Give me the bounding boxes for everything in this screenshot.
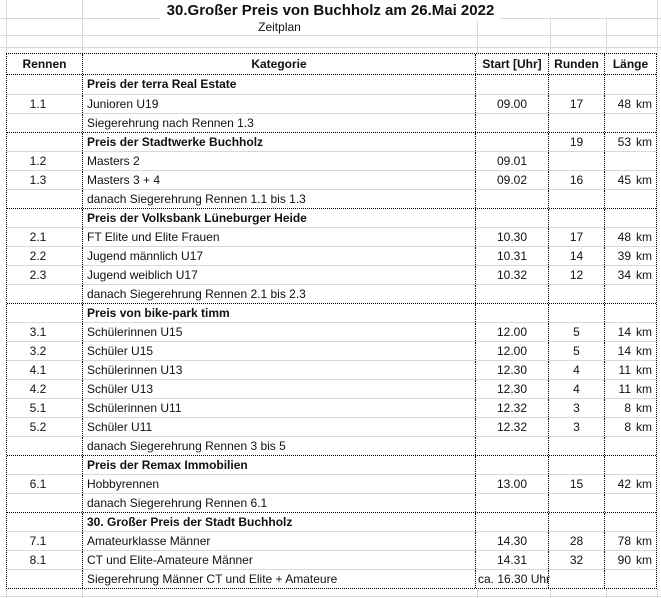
cell-laenge[interactable] bbox=[605, 551, 656, 569]
gridline bbox=[0, 596, 661, 597]
cell-rennen[interactable]: 1.3 bbox=[7, 171, 83, 189]
cell-runden[interactable] bbox=[549, 570, 605, 588]
cell-rennen[interactable] bbox=[7, 513, 83, 531]
cell-start[interactable]: ca. 16.30 Uhr bbox=[478, 572, 551, 586]
cell-start[interactable]: 13.00 bbox=[476, 475, 549, 493]
cell-runden[interactable] bbox=[549, 152, 605, 170]
cell-laenge[interactable] bbox=[605, 266, 656, 284]
cell-start[interactable]: 09.01 bbox=[476, 152, 549, 170]
cell-rennen[interactable] bbox=[7, 304, 83, 322]
cell-runden[interactable]: 15 bbox=[549, 475, 605, 493]
cell-start[interactable]: 14.31 bbox=[476, 551, 549, 569]
table-row bbox=[7, 493, 656, 512]
cell-runden[interactable]: 12 bbox=[549, 266, 605, 284]
cell-laenge[interactable] bbox=[605, 494, 656, 512]
laenge-value: 14 bbox=[617, 325, 631, 339]
table-header-row bbox=[7, 54, 656, 75]
cell-start[interactable]: 12.00 bbox=[476, 323, 549, 341]
table-row bbox=[7, 303, 656, 322]
cell-laenge[interactable] bbox=[605, 513, 656, 531]
cell-start[interactable] bbox=[476, 114, 549, 132]
page-title[interactable] bbox=[0, 1, 661, 21]
table-row bbox=[7, 455, 656, 474]
cell-rennen[interactable]: 5.1 bbox=[7, 399, 83, 417]
cell-runden[interactable]: 5 bbox=[549, 323, 605, 341]
gridline bbox=[82, 589, 83, 598]
laenge-unit: km bbox=[636, 97, 652, 111]
cell-runden[interactable] bbox=[549, 494, 605, 512]
gridline bbox=[550, 589, 551, 598]
cell-laenge[interactable] bbox=[605, 361, 656, 379]
cell-start[interactable]: 10.31 bbox=[476, 247, 549, 265]
cell-laenge[interactable] bbox=[605, 75, 656, 94]
cell-start[interactable]: 12.32 bbox=[476, 418, 549, 436]
laenge-value: 8 bbox=[624, 420, 631, 434]
schedule-table bbox=[6, 53, 657, 589]
laenge-value: 45 bbox=[617, 173, 631, 187]
cell-start[interactable]: 12.00 bbox=[476, 342, 549, 360]
cell-laenge[interactable] bbox=[605, 114, 656, 132]
table-row bbox=[7, 512, 656, 531]
cell-kategorie[interactable]: FT Elite und Elite Frauen bbox=[83, 228, 476, 246]
laenge-value: 8 bbox=[624, 401, 631, 415]
cell-start[interactable] bbox=[476, 209, 549, 227]
table-row bbox=[7, 75, 656, 94]
table-row bbox=[7, 341, 656, 360]
cell-rennen[interactable] bbox=[7, 494, 83, 512]
table-row bbox=[7, 227, 656, 246]
cell-kategorie[interactable]: Jugend weiblich U17 bbox=[83, 266, 476, 284]
cell-kategorie[interactable]: Schülerinnen U11 bbox=[83, 399, 476, 417]
table-row bbox=[7, 94, 656, 113]
cell-kategorie[interactable]: Preis von bike-park timm bbox=[83, 304, 476, 322]
cell-laenge[interactable] bbox=[605, 247, 656, 265]
cell-runden[interactable]: 4 bbox=[549, 361, 605, 379]
laenge-value: 78 bbox=[617, 534, 631, 548]
gridline bbox=[606, 18, 607, 53]
cell-laenge[interactable] bbox=[605, 456, 656, 474]
cell-rennen[interactable]: 1.2 bbox=[7, 152, 83, 170]
cell-rennen[interactable]: 4.2 bbox=[7, 380, 83, 398]
cell-rennen[interactable]: 5.2 bbox=[7, 418, 83, 436]
table-row bbox=[7, 531, 656, 550]
table-row bbox=[7, 550, 656, 569]
cell-runden[interactable]: 3 bbox=[549, 418, 605, 436]
cell-start[interactable]: 09.00 bbox=[476, 95, 549, 113]
cell-runden[interactable] bbox=[549, 437, 605, 455]
cell-rennen[interactable]: 4.1 bbox=[7, 361, 83, 379]
table-row bbox=[7, 151, 656, 170]
laenge-value: 53 bbox=[617, 135, 631, 149]
cell-rennen[interactable] bbox=[7, 209, 83, 227]
cell-start[interactable] bbox=[476, 75, 549, 94]
cell-rennen[interactable] bbox=[7, 75, 83, 94]
cell-rennen[interactable]: 3.2 bbox=[7, 342, 83, 360]
cell-rennen[interactable]: 7.1 bbox=[7, 532, 83, 550]
laenge-unit: km bbox=[636, 477, 652, 491]
gridline bbox=[657, 589, 658, 598]
table-row bbox=[7, 436, 656, 455]
cell-rennen[interactable] bbox=[7, 456, 83, 474]
cell-runden[interactable] bbox=[549, 75, 605, 94]
cell-kategorie[interactable]: Schülerinnen U13 bbox=[83, 361, 476, 379]
laenge-value: 42 bbox=[617, 477, 631, 491]
gridline bbox=[0, 35, 661, 36]
cell-rennen[interactable] bbox=[7, 190, 83, 208]
cell-kategorie[interactable]: Preis der Stadtwerke Buchholz bbox=[83, 133, 476, 151]
cell-runden[interactable]: 19 bbox=[549, 133, 605, 151]
cell-laenge[interactable] bbox=[605, 342, 656, 360]
cell-start[interactable] bbox=[476, 513, 549, 531]
table-body bbox=[7, 75, 656, 588]
gridline bbox=[606, 589, 607, 598]
cell-start[interactable] bbox=[476, 437, 549, 455]
cell-kategorie[interactable]: CT und Elite-Amateure Männer bbox=[83, 551, 476, 569]
column-header-start[interactable]: Start [Uhr] bbox=[476, 54, 549, 74]
cell-runden[interactable]: 4 bbox=[549, 380, 605, 398]
laenge-unit: km bbox=[636, 135, 652, 149]
cell-kategorie[interactable]: Schüler U15 bbox=[83, 342, 476, 360]
table-row bbox=[7, 569, 656, 588]
cell-runden[interactable] bbox=[549, 304, 605, 322]
table-section bbox=[7, 512, 656, 588]
cell-kategorie[interactable]: Preis der terra Real Estate bbox=[83, 75, 476, 94]
laenge-value: 48 bbox=[617, 230, 631, 244]
cell-kategorie[interactable]: Schüler U11 bbox=[83, 418, 476, 436]
cell-rennen[interactable]: 3.1 bbox=[7, 323, 83, 341]
cell-start[interactable] bbox=[476, 133, 549, 151]
cell-laenge[interactable] bbox=[605, 152, 656, 170]
cell-laenge[interactable] bbox=[605, 437, 656, 455]
cell-kategorie[interactable]: Masters 2 bbox=[83, 152, 476, 170]
cell-start[interactable]: 12.30 bbox=[476, 361, 549, 379]
cell-start[interactable] bbox=[476, 190, 549, 208]
table-row bbox=[7, 360, 656, 379]
cell-kategorie[interactable]: danach Siegerehrung Rennen 6.1 bbox=[83, 494, 476, 512]
cell-laenge[interactable] bbox=[605, 380, 656, 398]
cell-start[interactable] bbox=[476, 456, 549, 474]
cell-runden[interactable] bbox=[549, 114, 605, 132]
cell-laenge[interactable] bbox=[605, 190, 656, 208]
table-section bbox=[7, 75, 656, 132]
cell-runden[interactable] bbox=[549, 456, 605, 474]
cell-laenge[interactable] bbox=[605, 418, 656, 436]
cell-kategorie[interactable]: Masters 3 + 4 bbox=[83, 171, 476, 189]
table-section bbox=[7, 455, 656, 512]
table-section bbox=[7, 208, 656, 303]
cell-runden[interactable] bbox=[549, 190, 605, 208]
cell-runden[interactable] bbox=[549, 285, 605, 303]
cell-runden[interactable]: 17 bbox=[549, 95, 605, 113]
table-row bbox=[7, 398, 656, 417]
cell-rennen[interactable]: 2.1 bbox=[7, 228, 83, 246]
cell-laenge[interactable] bbox=[605, 399, 656, 417]
table-row bbox=[7, 322, 656, 341]
laenge-value: 14 bbox=[617, 344, 631, 358]
laenge-unit: km bbox=[636, 249, 652, 263]
table-row bbox=[7, 189, 656, 208]
gridline bbox=[477, 589, 478, 598]
table-section bbox=[7, 132, 656, 208]
laenge-unit: km bbox=[636, 363, 652, 377]
cell-start[interactable] bbox=[476, 304, 549, 322]
cell-laenge[interactable] bbox=[605, 475, 656, 493]
cell-kategorie[interactable]: Siegerehrung nach Rennen 1.3 bbox=[83, 114, 476, 132]
cell-start[interactable]: 09.02 bbox=[476, 171, 549, 189]
gridline bbox=[6, 589, 7, 598]
cell-rennen[interactable]: 2.2 bbox=[7, 247, 83, 265]
cell-runden[interactable]: 17 bbox=[549, 228, 605, 246]
laenge-value: 11 bbox=[618, 382, 631, 396]
column-header-runden[interactable]: Runden bbox=[549, 54, 605, 74]
page-subtitle[interactable] bbox=[82, 20, 477, 35]
cell-rennen[interactable] bbox=[7, 133, 83, 151]
cell-rennen[interactable] bbox=[7, 570, 83, 588]
table-section bbox=[7, 303, 656, 455]
cell-rennen[interactable] bbox=[7, 285, 83, 303]
table-row bbox=[7, 113, 656, 132]
laenge-unit: km bbox=[636, 420, 652, 434]
cell-laenge[interactable] bbox=[605, 285, 656, 303]
page-subtitle-text: Zeitplan bbox=[253, 20, 306, 35]
laenge-unit: km bbox=[636, 268, 652, 282]
column-header-laenge[interactable]: Länge bbox=[612, 57, 649, 71]
cell-rennen[interactable] bbox=[7, 114, 83, 132]
cell-laenge[interactable] bbox=[605, 304, 656, 322]
cell-kategorie[interactable]: Preis der Remax Immobilien bbox=[83, 456, 476, 474]
laenge-value: 11 bbox=[618, 363, 631, 377]
cell-kategorie[interactable]: Schülerinnen U15 bbox=[83, 323, 476, 341]
table-row bbox=[7, 170, 656, 189]
cell-start[interactable]: 10.30 bbox=[476, 228, 549, 246]
page-title-text: 30.Großer Preis von Buchholz am 26.Mai 2022 bbox=[161, 1, 501, 21]
cell-runden[interactable]: 14 bbox=[549, 247, 605, 265]
cell-runden[interactable]: 16 bbox=[549, 171, 605, 189]
gridline bbox=[550, 18, 551, 53]
column-header-kategorie[interactable]: Kategorie bbox=[83, 54, 476, 74]
cell-runden[interactable] bbox=[549, 209, 605, 227]
table-row bbox=[7, 246, 656, 265]
cell-kategorie[interactable]: Schüler U13 bbox=[83, 380, 476, 398]
cell-runden[interactable]: 3 bbox=[549, 399, 605, 417]
table-row bbox=[7, 265, 656, 284]
laenge-unit: km bbox=[636, 344, 652, 358]
gridline bbox=[0, 47, 661, 48]
laenge-unit: km bbox=[636, 230, 652, 244]
laenge-unit: km bbox=[636, 382, 652, 396]
cell-start[interactable] bbox=[476, 494, 549, 512]
cell-start[interactable]: 12.32 bbox=[476, 399, 549, 417]
cell-laenge[interactable] bbox=[605, 95, 656, 113]
cell-kategorie[interactable]: Amateurklasse Männer bbox=[83, 532, 476, 550]
cell-rennen[interactable]: 2.3 bbox=[7, 266, 83, 284]
cell-start[interactable]: 10.32 bbox=[476, 266, 549, 284]
table-row bbox=[7, 417, 656, 436]
laenge-unit: km bbox=[636, 534, 652, 548]
cell-kategorie[interactable]: Siegerehrung Männer CT und Elite + Amateure bbox=[83, 570, 476, 588]
cell-laenge[interactable] bbox=[605, 133, 656, 151]
laenge-unit: km bbox=[636, 401, 652, 415]
cell-kategorie[interactable]: danach Siegerehrung Rennen 1.1 bis 1.3 bbox=[83, 190, 476, 208]
cell-kategorie[interactable]: danach Siegerehrung Rennen 2.1 bis 2.3 bbox=[83, 285, 476, 303]
cell-start[interactable] bbox=[476, 285, 549, 303]
cell-start[interactable]: 12.30 bbox=[476, 380, 549, 398]
laenge-value: 90 bbox=[617, 553, 631, 567]
laenge-value: 48 bbox=[617, 97, 631, 111]
cell-kategorie[interactable]: Jugend männlich U17 bbox=[83, 247, 476, 265]
cell-rennen[interactable] bbox=[7, 437, 83, 455]
column-header-rennen[interactable]: Rennen bbox=[7, 54, 83, 74]
cell-kategorie[interactable]: Hobbyrennen bbox=[83, 475, 476, 493]
cell-kategorie[interactable]: danach Siegerehrung Rennen 3 bis 5 bbox=[83, 437, 476, 455]
cell-laenge[interactable] bbox=[605, 209, 656, 227]
laenge-value: 39 bbox=[617, 249, 631, 263]
cell-rennen[interactable]: 1.1 bbox=[7, 95, 83, 113]
cell-laenge[interactable] bbox=[605, 323, 656, 341]
cell-rennen[interactable]: 8.1 bbox=[7, 551, 83, 569]
laenge-unit: km bbox=[636, 325, 652, 339]
table-row bbox=[7, 284, 656, 303]
table-row bbox=[7, 208, 656, 227]
cell-kategorie[interactable]: Junioren U19 bbox=[83, 95, 476, 113]
laenge-unit: km bbox=[636, 173, 652, 187]
cell-runden[interactable]: 32 bbox=[549, 551, 605, 569]
laenge-unit: km bbox=[636, 553, 652, 567]
table-row bbox=[7, 474, 656, 493]
cell-runden[interactable]: 5 bbox=[549, 342, 605, 360]
cell-rennen[interactable]: 6.1 bbox=[7, 475, 83, 493]
table-row bbox=[7, 379, 656, 398]
table-row bbox=[7, 132, 656, 151]
cell-runden[interactable] bbox=[549, 513, 605, 531]
cell-runden[interactable]: 28 bbox=[549, 532, 605, 550]
cell-kategorie[interactable]: Preis der Volksbank Lüneburger Heide bbox=[83, 209, 476, 227]
cell-laenge[interactable] bbox=[605, 532, 656, 550]
cell-kategorie[interactable]: 30. Großer Preis der Stadt Buchholz bbox=[83, 513, 476, 531]
cell-laenge[interactable] bbox=[605, 228, 656, 246]
gridline bbox=[477, 18, 478, 53]
cell-laenge[interactable] bbox=[605, 171, 656, 189]
cell-laenge[interactable] bbox=[605, 570, 656, 588]
laenge-value: 34 bbox=[617, 268, 631, 282]
cell-start[interactable]: 14.30 bbox=[476, 532, 549, 550]
